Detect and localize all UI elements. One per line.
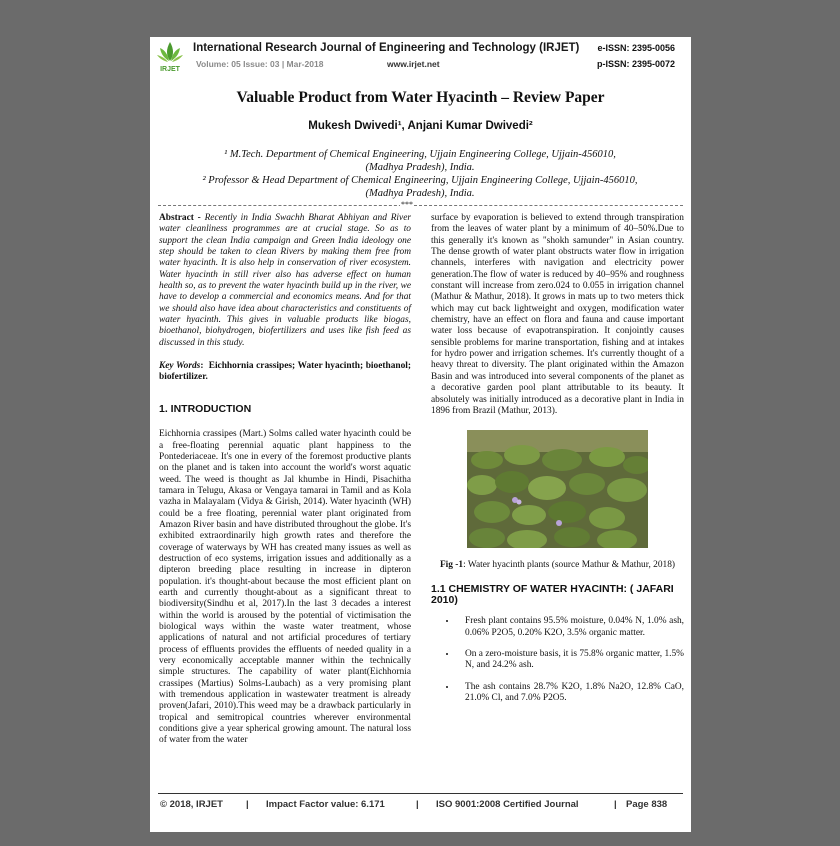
left-column xyxy=(159,213,411,747)
author-list: Mukesh Dwivedi¹, Anjani Kumar Dwivedi² xyxy=(308,120,533,132)
page-footer xyxy=(158,793,683,814)
paper-page xyxy=(150,37,691,832)
logo-text: IRJET xyxy=(160,66,180,73)
right-column xyxy=(431,213,684,714)
keywords-label: Key Words xyxy=(159,361,201,372)
irjet-leaf-logo-icon xyxy=(156,39,184,73)
divider-stars: *** xyxy=(401,200,413,209)
section-divider xyxy=(158,205,683,206)
paper-title: Valuable Product from Water Hyacinth – Review Paper xyxy=(236,89,605,106)
journal-website: www.irjet.net xyxy=(387,59,440,69)
journal-header xyxy=(150,37,691,77)
journal-name: International Research Journal of Engineering and Technology (IRJET) xyxy=(193,42,580,54)
footer-impact-factor: Impact Factor value: 6.171 xyxy=(266,799,385,810)
figure-caption-text: : Water hyacinth plants (source Mathur & Mathur, 2018) xyxy=(463,560,676,571)
keywords: Key Words: Eichhornia crassipes; Water hyacinth; bioethanol; biofertilizer. xyxy=(159,361,412,383)
affiliation-1-region: (Madhya Pradesh), India. xyxy=(365,162,475,173)
volume-issue: Volume: 05 Issue: 03 | Mar-2018 xyxy=(196,59,324,69)
figure-caption xyxy=(431,560,684,571)
figure-label: Fig -1 xyxy=(439,560,464,571)
footer-separator: | xyxy=(614,799,617,810)
affiliation-2: ² Professor & Head Department of Chemical Engineering, Ujjain Engineering College, Ujjain-456010, xyxy=(202,175,638,186)
footer-page-number: Page 838 xyxy=(626,799,668,810)
chemistry-item: • Fresh plant contains 95.5% moisture, 0.04% N, 1.0% ash, 0.06% P2O5, 0.20% K2O, 3.5% organic matter. xyxy=(457,616,684,639)
water-hyacinth-photo xyxy=(467,430,648,548)
footer-copyright: © 2018, IRJET xyxy=(160,799,223,810)
abstract xyxy=(159,213,411,349)
e-issn: e-ISSN: 2395-0056 xyxy=(597,43,675,53)
footer-separator: | xyxy=(416,799,419,810)
abstract-label: Abstract - xyxy=(159,213,201,223)
affiliation-2-region: (Madhya Pradesh), India. xyxy=(365,188,475,199)
p-issn: p-ISSN: 2395-0072 xyxy=(596,59,675,69)
intro-paragraph-continued: surface by evaporation is believed to extend through transpiration from the leaves of water plant by a minimum of 40–50%.Due to this generally it's known as "shokh samunder" in Asian country. The dense growth of water plant obstructs water flow in irrigation channels, interferes with navigation and electricity power generation.The flow of water is reduced by 40–95% and roughness constant will increase from zero.024 to 0.055 in irrigation channel (Mathur & Mathur, 2018). It grows in mats up to two meters thick which may cut back lightweight and oxygen, modification water chemistry, have an effect on flora and fauna and cause important water loss because of evapotranspiration. It conjointly causes sensible problems for marine transportation, fishing and at intakes for hydro power and irrigation schemes. It's currently thought of a heavy threat to diversity. The plant originated within the Amazon Basin and was introduced into several components of the planet as a decorative garden pool plant attributable to its beauty. It absolutely was initially introduced as a decorative plant in India in 1896 from Brazil (Mathur, 2013). xyxy=(431,213,684,416)
footer-separator: | xyxy=(246,799,249,810)
keywords-text: Eichhornia crassipes; Water hyacinth; bioethanol; biofertilizer. xyxy=(159,361,412,383)
affiliation-1: ¹ M.Tech. Department of Chemical Engineering, Ujjain Engineering College, Ujjain-456010, xyxy=(224,149,616,160)
intro-heading: 1. INTRODUCTION xyxy=(159,402,252,415)
chemistry-item: • The ash contains 28.7% K2O, 1.8% Na2O, 12.8% CaO, 21.0% Cl, and 7.0% P2O5. xyxy=(457,682,684,705)
abstract-text: Recently in India Swachh Bharat Abhiyan and River water cleanliness programmes are at crucial stage. So as to support the clean India campaign and Green India ideology one step should be taken to clean Rivers by making them free from water hyacinth. It is also help in conservation of river ecosystem. Water hyacinth in still river also has adverse effect on human health so, as to prevent the water hyacinth build up in the river, we have to develop a commercial and economics means. And for that we should also have idea about characteristics and constituents of water hyacinth. This gives in valuable products like biogas, bioethanol, biohydrogen, biofertilizers and uses like fish feed as discussed in this study. xyxy=(159,213,412,348)
footer-iso: ISO 9001:2008 Certified Journal xyxy=(436,799,579,810)
intro-paragraph: Eichhornia crassipes (Mart.) Solms called water hyacinth could be a free-floating perennial aquatic plant happiness to the Pontederiaceae. It's one in every of the foremost productive plants on the planet and is taken into account the world's worst aquatic weed. The weed is thought as Jal khumbe in Hindi, Pisachitha tamara in Telugu, Akasa or Vengaya tamarai in Tamil and as Kola vazha in Malayalam (Vidya & Girish, 2014). Water hyacinth (WH) could be a free floating, perennial water plant originated from Amazon River basin and have distributed throughout the globe. It's exhibited extraordinarily high growth rates and therefore the coverage of waterways by WH has created many issues as well as destruction of eco systems, irrigation issues and additionally as a dipteron breeding place resulting in increase in dipteron population. it's thought-about because the most efficient plant on earth and currently thought-about as a significant threat to biodiversity(Sindhu et al, 2017).In the last 3 decades a interest within the world is aroused by the potential of victimisation the biological ways within the waste water treatment, whose applications of natural and not artificial procedures of tertiary process of effluents provides the effluents of needed quality in a very economically acceptable manner within the technically simple structures. The capability of water plant(Eichhornia crassipes (Martius) Solms-Laubach) as a very promising plant with tremendous application in wastewater treatment is already proven(Jafari, 2010).This weed may be a drawback particularly in tropical and semitropical countries wherever environmental conditions give a year spherical growing amount. The natural loss of water from the water xyxy=(159,429,411,746)
chemistry-heading: 1.1 CHEMISTRY OF WATER HYACINTH: ( JAFARI 2010) xyxy=(431,582,674,606)
chemistry-list xyxy=(431,616,684,704)
chemistry-item: • On a zero-moisture basis, it is 75.8% organic matter, 1.5% N, and 24.2% ash. xyxy=(457,649,684,672)
